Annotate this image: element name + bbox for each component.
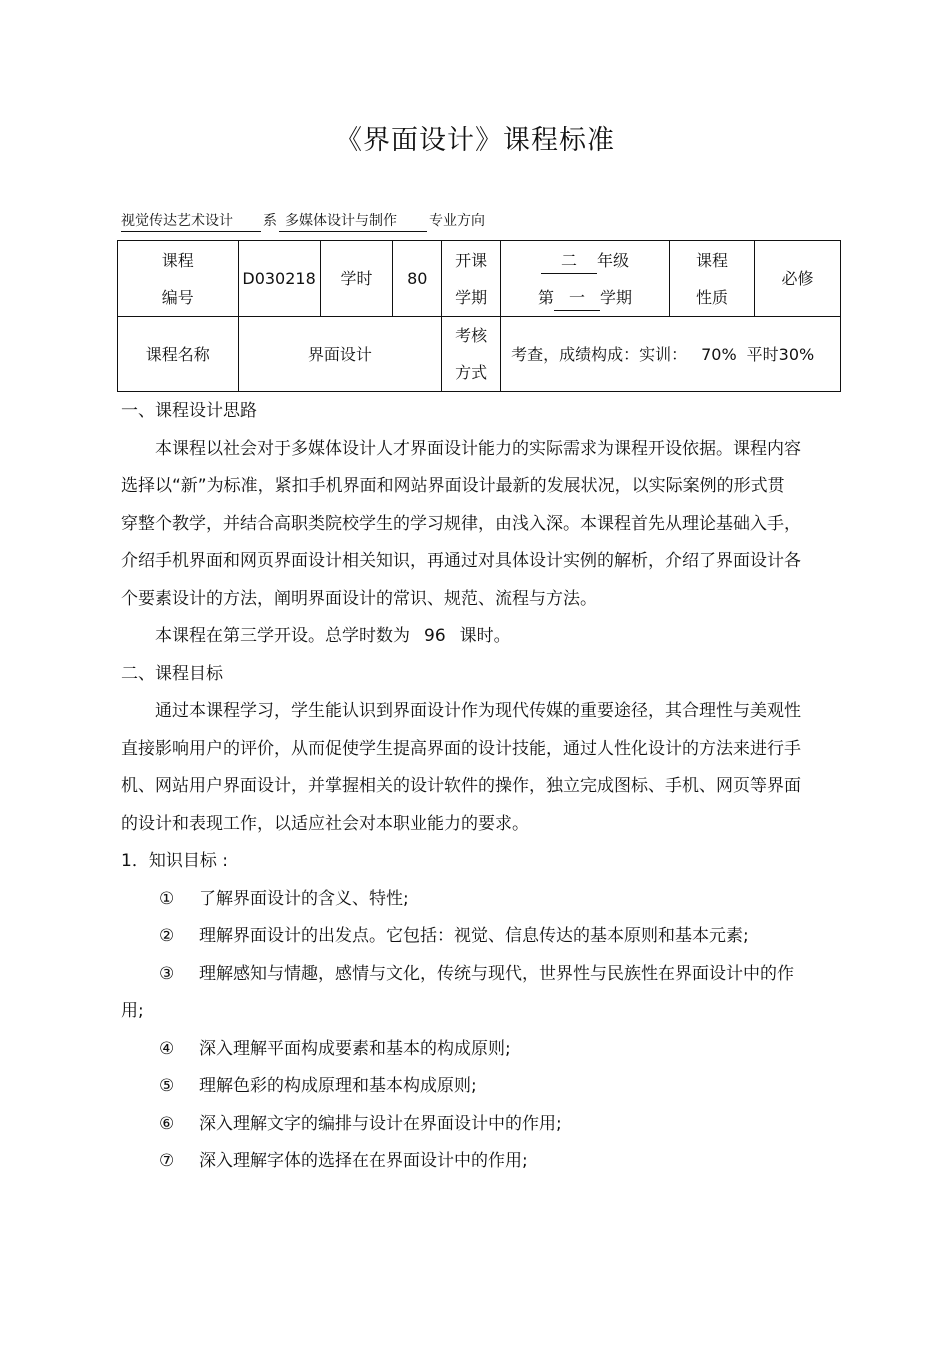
hours-label: 学时	[320, 241, 393, 317]
nature-value: 必修	[754, 241, 840, 317]
term-value: 一	[554, 286, 600, 311]
exam-method-value	[501, 317, 841, 392]
section-1-heading: 一、课程设计思路	[121, 401, 257, 421]
course-info-table	[117, 240, 841, 392]
list-item	[121, 1106, 801, 1144]
item-text: 理解界面设计的出发点。它包括：视觉、信息传达的基本原则和基本元素;	[199, 926, 749, 946]
section-2-paragraph: 通过本课程学习，学生能认识到界面设计作为现代传媒的重要途径，其合理性与美观性直接影响用户的评价，从而促使学生提高界面的设计技能，通过人性化设计的方法来进行手机、网站用户界面设计，并掌握相关的设计软件的操作，独立完成图标、手机、网页等界面的设计和表现工作，以适应社会对本职业能力的要求。	[121, 701, 801, 834]
course-name-label: 课程名称	[118, 317, 239, 392]
course-code-value: D030218	[238, 241, 320, 317]
item-text: 深入理解平面构成要素和基本的构成原则;	[199, 1038, 511, 1059]
item-text: 深入理解字体的选择在在界面设计中的作用;	[199, 1151, 528, 1171]
grade-suffix: 年级	[597, 250, 630, 270]
term-line	[501, 279, 669, 316]
term-label-2: 学期	[455, 287, 488, 307]
list-item	[121, 1143, 801, 1181]
hours-text-post: 课时。	[459, 626, 511, 646]
table-row	[118, 241, 841, 317]
exam-daily-percent: 30%	[778, 344, 815, 364]
list-item	[121, 881, 801, 919]
term-label-1: 开课	[455, 250, 488, 270]
course-code-label-1: 课程	[161, 250, 194, 270]
section-1-paragraph: 本课程以社会对于多媒体设计人才界面设计能力的实际需求为课程开设依据。课程内容选择以“新”为标准，紧扣手机界面和网站界面设计最新的发展状况，以实际案例的形式贯穿整个教学，并结合高职类院校学生的学习规律，由浅入深。本课程首先从理论基础入手，介绍手机界面和网页界面设计相关知识，再通过对具体设计实例的解析，介绍了界面设计各个要素设计的方法，阐明界面设计的常识、规范、流程与方法。	[121, 438, 801, 609]
exam-text: 考查，成绩构成：实训：	[511, 344, 688, 364]
item-text: 理解色彩的构成原理和基本构成原则;	[199, 1076, 477, 1096]
list-item	[121, 956, 801, 1031]
knowledge-goals-heading: 1．知识目标 :	[121, 851, 228, 871]
course-name-value: 界面设计	[238, 317, 442, 392]
term-label-cell	[442, 241, 501, 317]
item-text: 深入理解文字的编排与设计在界面设计中的作用;	[199, 1113, 562, 1134]
item-number: ⑥	[159, 1113, 175, 1134]
course-code-label-2: 编号	[161, 287, 194, 307]
item-text: 了解界面设计的含义、特性;	[199, 888, 409, 909]
exam-practice-percent: 70%	[701, 344, 737, 364]
major-name: 多媒体设计与制作	[279, 210, 427, 232]
grade-value: 二	[541, 249, 597, 274]
major-suffix: 专业方向	[429, 213, 485, 229]
department-suffix: 系	[263, 213, 277, 229]
exam-label-1: 考核	[455, 326, 488, 345]
page-title: 《界面设计》课程标准	[335, 125, 615, 156]
section-2-heading: 二、课程目标	[121, 663, 223, 684]
item-number: ④	[159, 1038, 175, 1059]
item-number: ③	[159, 963, 175, 984]
exam-label-cell	[442, 317, 501, 392]
exam-mid-label: 平时	[746, 344, 779, 364]
course-code-label-cell	[118, 241, 239, 317]
grade-term-cell	[501, 241, 670, 317]
nature-label-1: 课程	[695, 250, 728, 270]
section-1-hours-paragraph	[121, 618, 801, 656]
term-prefix: 第	[538, 287, 555, 307]
item-number: ①	[159, 888, 175, 909]
item-text: 理解感知与情趣，感情与文化，传统与现代，世界性与民族性在界面设计中的作用;	[121, 963, 794, 1021]
grade-line	[501, 242, 669, 279]
document-body	[121, 393, 801, 1181]
list-item	[121, 918, 801, 956]
department-line	[121, 210, 487, 232]
table-row	[118, 317, 841, 392]
exam-label-2: 方式	[455, 363, 488, 382]
nature-label-2: 性质	[695, 287, 728, 307]
nature-label-cell	[670, 241, 755, 317]
item-number: ⑦	[159, 1151, 175, 1171]
hours-text-pre: 本课程在第三学开设。总学时数为	[155, 626, 410, 646]
list-item	[121, 1031, 801, 1069]
department-name: 视觉传达艺术设计	[121, 210, 261, 232]
total-hours: 96	[424, 626, 446, 646]
item-number: ②	[159, 926, 175, 946]
list-item	[121, 1068, 801, 1106]
term-suffix: 学期	[600, 287, 633, 307]
hours-value: 80	[393, 241, 442, 317]
item-number: ⑤	[159, 1076, 175, 1096]
